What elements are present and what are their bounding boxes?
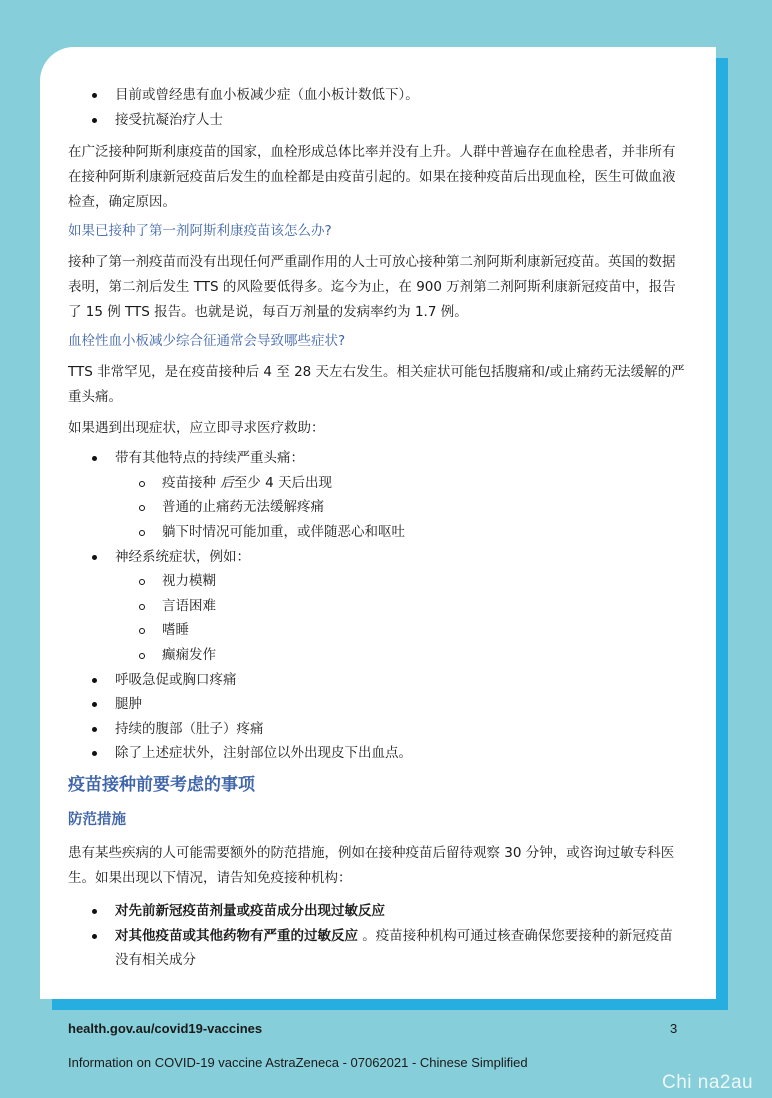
list-item: 持续的腹部（肚子）疼痛 bbox=[68, 717, 686, 742]
list-item: 腿肿 bbox=[68, 692, 686, 717]
footer-text: Information on COVID-19 vaccine AstraZeneca - 07062021 - Chinese Simplified bbox=[68, 1055, 528, 1070]
content-card bbox=[40, 47, 716, 999]
precaution-list bbox=[68, 899, 686, 973]
list-item: 接受抗凝治疗人士 bbox=[68, 108, 686, 133]
sub-list-item: 普通的止痛药无法缓解疼痛 bbox=[68, 495, 686, 520]
list-item: 带有其他特点的持续严重头痛： bbox=[68, 446, 686, 471]
paragraph-tts: TTS 非常罕见，是在疫苗接种后 4 至 28 天左右发生。相关症状可能包括腹痛和/或止痛药无法缓解的严重头痛。 bbox=[68, 364, 685, 406]
page-number: 3 bbox=[670, 1021, 678, 1036]
watermark: Chi na2au bbox=[662, 1072, 754, 1093]
sub-item-text: 疫苗接种 bbox=[162, 474, 221, 491]
item-text: 。疫苗接种机构可通过核查确保您要接种的新冠疫苗没有相关成分 bbox=[115, 927, 673, 969]
list-item: 目前或曾经患有血小板减少症（血小板计数低下）。 bbox=[68, 83, 686, 108]
sub-list-item: 癫痫发作 bbox=[68, 643, 686, 668]
risk-list bbox=[68, 83, 686, 132]
paragraph-second-dose: 接种了第一剂疫苗而没有出现任何严重副作用的人士可放心接种第二剂阿斯利康新冠疫苗。英国的数据表明，第二剂后发生 TTS 的风险要低得多。迄今为止，在 900 万剂第二剂阿斯利康新冠疫苗中，报告了 15 例 TTS 报告。也就是说，每百万剂量的发病率约为 1.7 例。 bbox=[68, 254, 676, 321]
list-item: 神经系统症状，例如： bbox=[68, 545, 686, 570]
section-heading: 疫苗接种前要考虑的事项 bbox=[68, 774, 255, 795]
list-item: 对先前新冠疫苗剂量或疫苗成分出现过敏反应 bbox=[68, 899, 686, 924]
paragraph-seek-help: 如果遇到出现症状，应立即寻求医疗救助： bbox=[68, 420, 325, 437]
list-item bbox=[68, 924, 686, 973]
sub-list-item bbox=[68, 471, 686, 496]
sub-list-item: 躺下时情况可能加重，或伴随恶心和呕吐 bbox=[68, 520, 686, 545]
paragraph-clot-rates: 在广泛接种阿斯利康疫苗的国家，血栓形成总体比率并没有上升。人群中普遍存在血栓患者，并非所有在接种阿斯利康新冠疫苗后发生的血栓都是由疫苗引起的。如果在接种疫苗后出现血栓，医生可做血液检查，确定原因。 bbox=[68, 144, 676, 211]
question-first-dose: 如果已接种了第一剂阿斯利康疫苗该怎么办? bbox=[68, 223, 332, 240]
paragraph-precautions: 患有某些疾病的人可能需要额外的防范措施，例如在接种疫苗后留待观察 30 分钟，或咨询过敏专科医生。如果出现以下情况，请告知免疫接种机构： bbox=[68, 844, 675, 886]
bold-text: 对其他疫苗或其他药物有严重的过敏反应 bbox=[115, 927, 358, 944]
list-item: 除了上述症状外，注射部位以外出现皮下出血点。 bbox=[68, 741, 686, 766]
list-item: 呼吸急促或胸口疼痛 bbox=[68, 668, 686, 693]
symptom-list bbox=[68, 446, 686, 766]
question-symptoms: 血栓性血小板减少综合征通常会导致哪些症状? bbox=[68, 333, 346, 350]
sub-list-item: 言语困难 bbox=[68, 594, 686, 619]
emphasis-text: 后 bbox=[220, 474, 234, 491]
sub-list-item: 视力模糊 bbox=[68, 569, 686, 594]
website-link[interactable]: health.gov.au/covid19-vaccines bbox=[68, 1021, 263, 1036]
subsection-heading: 防范措施 bbox=[68, 811, 126, 828]
sub-list-item: 嗜睡 bbox=[68, 618, 686, 643]
sub-item-text: 至少 4 天后出现 bbox=[233, 474, 332, 491]
